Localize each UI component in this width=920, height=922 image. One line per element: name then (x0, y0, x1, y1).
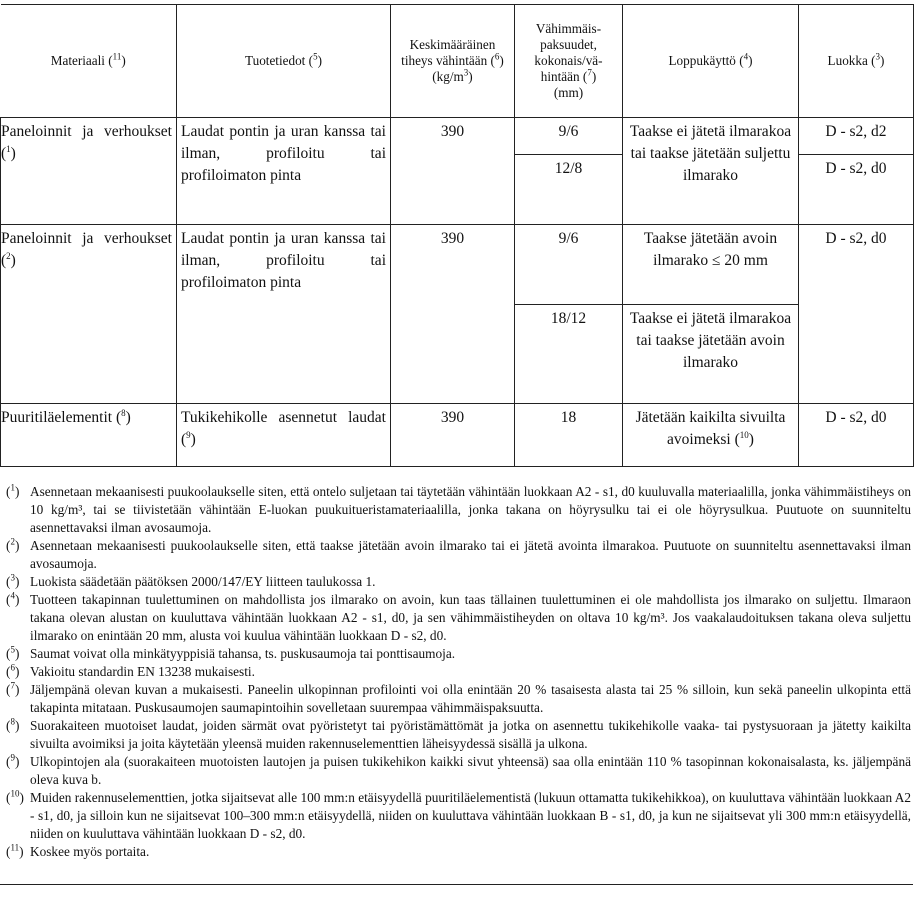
cell-thickness: 9/6 (515, 118, 623, 155)
cell-thickness: 18 (515, 404, 623, 467)
table-row (1, 118, 914, 155)
cell-thickness: 9/6 (515, 225, 623, 305)
footnote: ($^{11}$) Koskee myös portaita. (6, 842, 150, 859)
cell-class: D - s2, d0 (799, 155, 914, 225)
header-enduse: Loppukäyttö ($^4$) (623, 5, 799, 118)
cell-enduse: Taakse ei jätetä ilmarakoa tai taakse jätetään suljettu ilmarako (623, 118, 799, 225)
table-row (1, 225, 914, 305)
footnotes (0, 483, 911, 861)
cell-thickness: 12/8 (515, 155, 623, 225)
footnote: ($^5$) Saumat voivat olla minkätyyppisiä tahansa, ts. puskusaumoja tai ponttisaumoja. (6, 644, 456, 661)
header-density: Keskimääräinen tiheys vähintään ($^6$) $(kg/m^3)$ (391, 5, 515, 118)
footnote: ($^7$) Jäljempänä olevan kuvan a mukaisesti. Paneelin ulkopinnan profilointi voi olla enintään 20 % tasaisesta alasta tai 25 % silloin, kun sekä paneelin ulkopinta että takapinta mitataan. Puskusaumojen saumapintoihin sovelletaan suurempaa vähimmäispaksuutta. (6, 680, 911, 715)
cell-density: 390 (391, 404, 515, 467)
classification-table (0, 4, 914, 467)
cell-material: Paneloinnit ja verhoukset ($^2$) (1, 225, 177, 404)
footnote: ($^{10}$) Muiden rakennuselementtien, jotka sijaitsevat alle 100 mm:n etäisyydellä puuritiläelementistä (lukuun ottamatta tukikehikkoa), on kuuluttava vähintään luokkaan A2 - s1, d0, ja silloin kun ne sijaitsevat 100–300 mm:n etäisyydellä, niiden on kuuluttava vähintään luokkaan B - s1, d0, ja kun ne sijaitsevat yli 300 mm:n etäisyydellä, niiden on kuuluttava vähintään luokkaan D - s2, d0. (6, 788, 911, 841)
table-header-row (1, 5, 914, 118)
header-class: Luokka ($^3$) (799, 5, 914, 118)
footnote: ($^2$) Asennetaan mekaanisesti puukoolaukselle siten, että taakse jätetään avoin ilmarako tai ei jätetä avointa ilmarakoa. Puutuote on suunniteltu asennettavaksi ilman avosaumoja. (6, 536, 911, 571)
footnote: ($^6$) Vakioitu standardin EN 13238 mukaisesti. (6, 662, 255, 679)
footnote: ($^4$) Tuotteen takapinnan tuulettuminen on mahdollista jos ilmarako on avoin, kun taas tällainen tuulettuminen ei ole mahdollista jos ilmarako on suljettu. Ilmaraon takana olevan alustan on kuuluttava vähintään luokkaan A2 - s1, d0, ja sen vähimmäistiheyden on oltava 10 kg/m³. Jos vaakalaudoituksen takana oleva suljettu ilmarako on enintään 20 mm, alusta voi kuulua vähintään luokkaan D - s2, d0. (6, 590, 911, 643)
cell-thickness: 18/12 (515, 305, 623, 404)
footnote: ($^8$) Suorakaiteen muotoiset laudat, joiden särmät ovat pyöristetyt tai pyöristämättömät ja jotka on asennettu tukikehikolle vaaka- tai pystysuoraan ja jätetty kaikilta sivuilta avoimiksi ja joita käytetään yleensä muiden rakennuselementtien läheisyydessä sisällä ja ulkona. (6, 716, 911, 751)
cell-product: Laudat pontin ja uran kanssa tai ilman, profiloitu tai profiloimaton pinta (177, 225, 391, 404)
cell-class: D - s2, d0 (799, 225, 914, 404)
cell-product: Laudat pontin ja uran kanssa tai ilman, profiloitu tai profiloimaton pinta (177, 118, 391, 225)
footnote: ($^9$) Ulkopintojen ala (suorakaiteen muotoisten lautojen ja puisen tukikehikon kaikki sivut yhteensä) saa olla enintään 110 % tasopinnan kokonaisalasta, ks. jäljempänä oleva kuva b. (6, 752, 911, 787)
cell-material: Paneloinnit ja verhoukset ($^1$) (1, 118, 177, 225)
cell-class: D - s2, d0 (799, 404, 914, 467)
cell-enduse: Jätetään kaikilta sivuilta avoimeksi ($^{10}$) (623, 404, 799, 467)
footnote: ($^1$) Asennetaan mekaanisesti puukoolaukselle siten, että ontelo suljetaan tai täytetään vähintään luokkaan A2 - s1, d0 kuuluvalla materiaalilla, jonka vähimmäistiheys on 10 kg/m³, tai se tiivistetään vähintään E-luokan puukuitueristamateriaalilla, jonka takana on höyrysulku tai ei ole höyrysulkua. Puutuote on suunniteltu asennettavaksi ilman avosaumoja. (6, 482, 911, 535)
cell-enduse: Taakse ei jätetä ilmarakoa tai taakse jätetään avoin ilmarako (623, 305, 799, 404)
cell-material: Puuritiläelementit ($^8$) (1, 404, 177, 467)
cell-density: 390 (391, 118, 515, 225)
cell-product: Tukikehikolle asennetut laudat ($^9$) (177, 404, 391, 467)
footnote: ($^3$) Luokista säädetään päätöksen 2000/147/EY liitteen taulukossa 1. (6, 572, 376, 589)
header-product: Tuotetiedot ($^5$) (177, 5, 391, 118)
cell-class: D - s2, d2 (799, 118, 914, 155)
header-thickness: Vähimmäispaksuudet, kokonais/vähintään ($^7$) (mm) (515, 5, 623, 118)
cell-enduse: Taakse jätetään avoin ilmarako ≤ 20 mm (623, 225, 799, 305)
table-row (1, 404, 914, 467)
cell-density: 390 (391, 225, 515, 404)
bottom-rule (0, 884, 913, 885)
header-material: Materiaali ($^{11}$) (1, 5, 177, 118)
